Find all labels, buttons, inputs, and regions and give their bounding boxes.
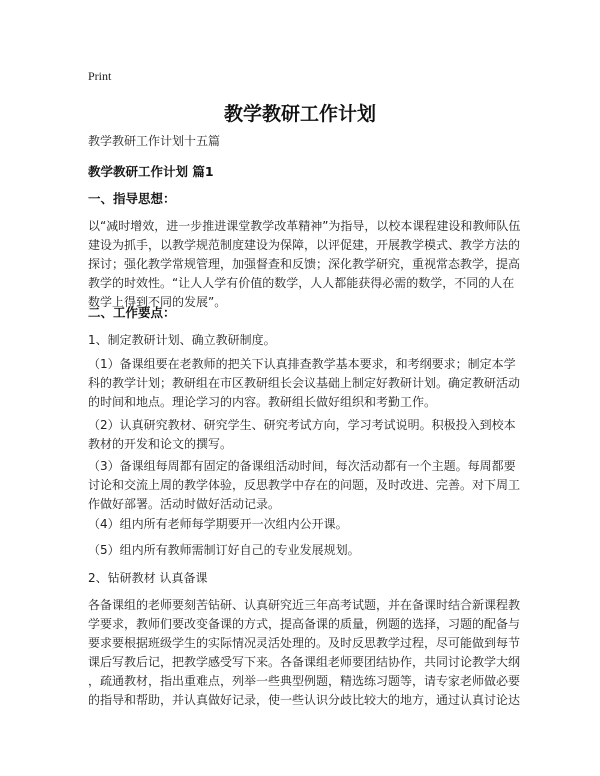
paragraph-line: 探讨；强化教学常规管理，加强督查和反馈；深化教学研究，重视常态教学，提高: [88, 257, 521, 271]
guiding-ideology-paragraph: [88, 217, 521, 312]
guiding-ideology-heading: 一、指导思想：: [88, 191, 176, 206]
page-title: 教学教研工作计划: [223, 103, 376, 125]
paragraph-line: （1）备课组要在老教师的把关下认真排查教学基本要求，和考纲要求；制定本学: [88, 357, 516, 371]
paragraph-line: 以“减时增效，进一步推进课堂教学改革精神”为指导，以校本课程建设和教师队伍: [88, 219, 521, 233]
paragraph-line: ，疏通教材，指出重难点，列举一些典型例题，精选练习题等，请专家老师做必要: [88, 674, 521, 688]
paragraph-line: 教材的开发和论文的撰写。: [88, 437, 233, 451]
sub-item-4: （4）组内所有老师每学期要开一次组内公开课。: [88, 517, 348, 531]
paragraph-line: （3）备课组每周都有固定的备课组活动时间，每次活动都有一个主题。每周都要: [88, 459, 516, 473]
print-label: Print: [88, 69, 112, 83]
work-points-heading: 二、工作要点：: [88, 305, 176, 320]
paragraph-line: 讨论和交流上周的教学体验，反思教学中存在的问题，及时改进、完善。对下周工: [88, 478, 521, 492]
paragraph-line: 学要求，教师们要改变备课的方式，提高备课的质量，例题的选择，习题的配备与: [88, 617, 521, 631]
paragraph-line: 教学的时效性。“让人人学有价值的数学，人人都能获得必需的数学，不同的人在: [88, 276, 515, 290]
paragraph-line: 作做好部署。活动时做好活动记录。: [88, 497, 281, 511]
sub-item-3: [88, 457, 521, 514]
paragraph-line: 的指导和帮助，并认真做好记录，使一些认识分歧比较大的地方，通过认真讨论达: [88, 693, 521, 707]
paragraph-line: （2）认真研究教材、研究学生、研究考试方向，学习考试说明。积极投入到校本: [88, 418, 516, 432]
paragraph-line: 各备课组的老师要刻苦钻研、认真研究近三年高考试题，并在备课时结合新课程教: [88, 598, 521, 612]
document-subtitle: 教学教研工作计划十五篇: [88, 134, 221, 148]
item-1-title: 1、制定教研计划、确立教研制度。: [88, 333, 276, 347]
item-2-paragraph: [88, 596, 521, 710]
sub-item-1: [88, 355, 521, 412]
sub-item-5: （5）组内所有教师需制订好自己的专业发展规划。: [88, 543, 360, 557]
item-2-title: 2、钻研教材 认真备课: [88, 571, 208, 585]
paragraph-line: 要求要根据班级学生的实际情况灵活处理的。及时反思教学过程，尽可能做到每节: [88, 636, 521, 650]
paragraph-line: 科的教学计划；教研组在市区教研组长会议基础上制定好教研计划。确定教研活动: [88, 376, 521, 390]
paragraph-line: 数学上得到不同的发展”。: [88, 295, 227, 309]
paragraph-line: 建设为抓手，以教学规范制度建设为保障，以评促建，开展教学模式、教学方法的: [88, 238, 521, 252]
paragraph-line: 的时间和地点。理论学习的内容。教研组长做好组织和考勤工作。: [88, 395, 437, 409]
section-heading: 教学教研工作计划 篇1: [88, 164, 214, 179]
paragraph-line: 课后写教后记，把教学感受写下来。各备课组老师要团结协作，共同讨论教学大纲: [88, 655, 521, 669]
sub-item-2: [88, 416, 514, 454]
